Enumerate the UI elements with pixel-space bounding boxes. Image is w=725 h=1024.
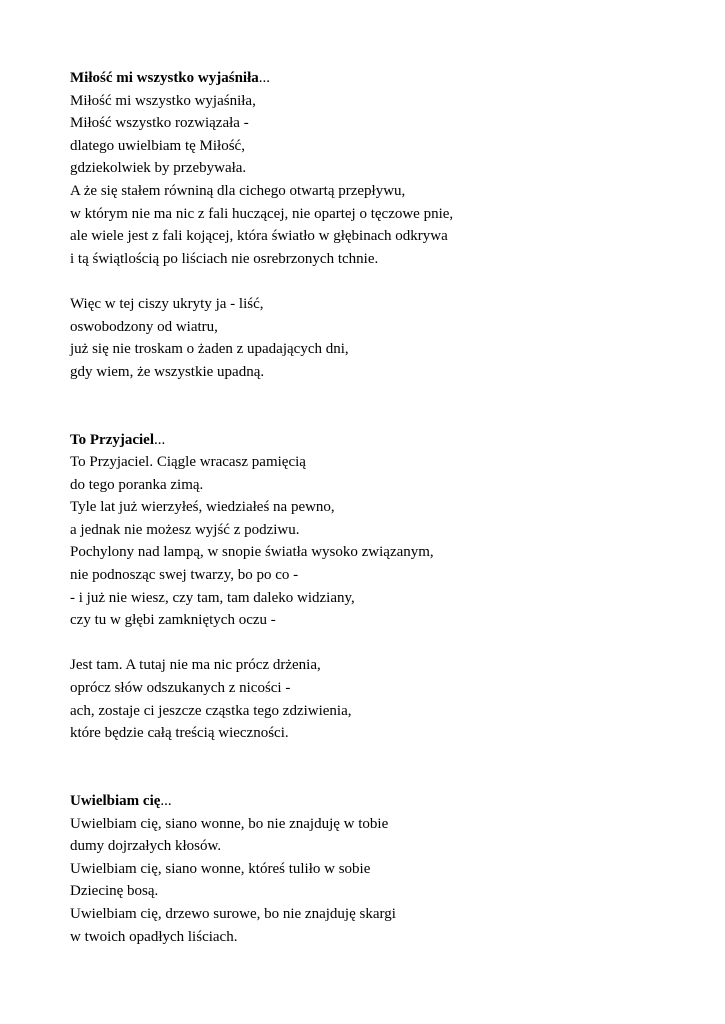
poem-line: A że się stałem równiną dla cichego otwartą przepływu, <box>70 182 406 199</box>
poem-line: do tego poranka zimą. <box>70 476 204 493</box>
poem-1 <box>70 67 690 383</box>
poem-line: dumy dojrzałych kłosów. <box>70 838 222 855</box>
poem-line: Uwielbiam cię, siano wonne, bo nie znajduję w tobie <box>70 815 389 832</box>
poem-line: ale wiele jest z fali kojącej, która światło w głębinach odkrywa <box>70 228 448 245</box>
poem-line: - i już nie wiesz, czy tam, tam daleko widziany, <box>70 589 355 606</box>
stanza-break <box>70 270 690 293</box>
poem-line: czy tu w głębi zamkniętych oczu - <box>70 612 276 629</box>
poem-line: które będzie całą treścią wieczności. <box>70 725 289 742</box>
document-page <box>70 67 690 948</box>
poem-line: Tyle lat już wierzyłeś, wiedziałeś na pewno, <box>70 499 335 516</box>
poem-2 <box>70 429 690 745</box>
poem-title: Uwielbiam cię... <box>70 793 172 809</box>
poem-line: Miłość mi wszystko wyjaśniła, <box>70 92 256 109</box>
poem-line: Uwielbiam cię, drzewo surowe, bo nie znajduję skargi <box>70 905 396 922</box>
poem-line: i tą świątlością po liściach nie osrebrzonych tchnie. <box>70 250 379 267</box>
poem-line: oswobodzony od wiatru, <box>70 318 218 335</box>
poem-line: To Przyjaciel. Ciągle wracasz pamięcią <box>70 454 306 471</box>
poem-line: gdziekolwiek by przebywała. <box>70 160 247 177</box>
poem-line: w twoich opadłych liściach. <box>70 928 238 945</box>
poem-line: już się nie troskam o żaden z upadających dni, <box>70 341 349 358</box>
poem-break <box>70 383 690 428</box>
poem-line: w którym nie ma nic z fali huczącej, nie opartej o tęczowe pnie, <box>70 205 454 222</box>
poem-line: ach, zostaje ci jeszcze cząstka tego zdziwienia, <box>70 702 352 719</box>
poem-title: Miłość mi wszystko wyjaśniła... <box>70 70 270 86</box>
poem-line: gdy wiem, że wszystkie upadną. <box>70 363 265 380</box>
poem-line: nie podnosząc swej twarzy, bo po co - <box>70 567 299 584</box>
stanza-break <box>70 632 690 655</box>
poem-line: oprócz słów odszukanych z nicości - <box>70 680 291 697</box>
poem-line: Więc w tej ciszy ukryty ja - liść, <box>70 295 264 312</box>
poem-line: Dziecinę bosą. <box>70 883 159 900</box>
poem-line: Uwielbiam cię, siano wonne, któreś tuliło w sobie <box>70 860 371 877</box>
poem-3 <box>70 790 690 948</box>
poem-line: dlatego uwielbiam tę Miłość, <box>70 137 245 154</box>
poem-title: To Przyjaciel... <box>70 431 166 448</box>
poem-line: Jest tam. A tutaj nie ma nic prócz drżenia, <box>70 657 321 674</box>
poem-break <box>70 745 690 790</box>
poem-line: Miłość wszystko rozwiązała - <box>70 115 249 132</box>
poem-line: a jednak nie możesz wyjść z podziwu. <box>70 521 300 538</box>
poem-line: Pochylony nad lampą, w snopie światła wysoko związanym, <box>70 544 434 561</box>
